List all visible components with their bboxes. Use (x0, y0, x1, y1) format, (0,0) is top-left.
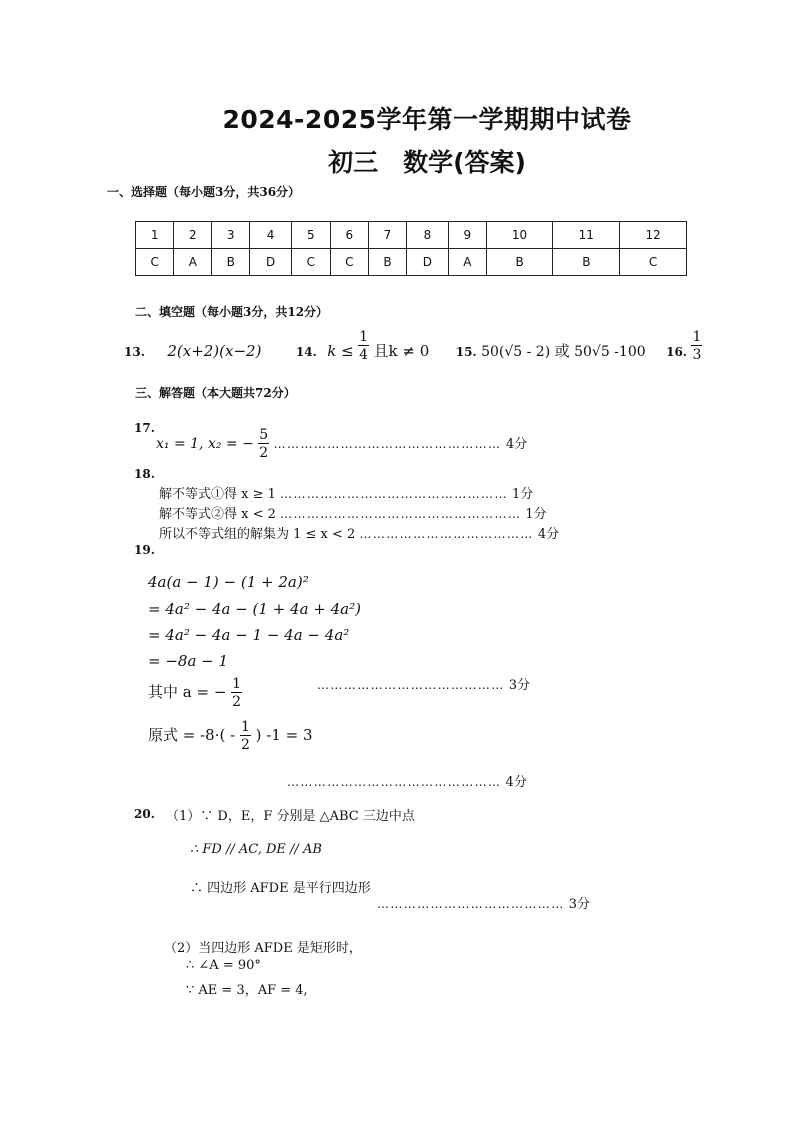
q17-roots: x₁ = 1, x₂ = − (156, 436, 254, 452)
dot-leader: ……………………………………………… (280, 507, 522, 521)
q19-line6-fraction (240, 720, 251, 752)
q19-score2-row (287, 771, 527, 790)
q18-line2-row (159, 503, 547, 522)
q19-line5-numerator: 1 (232, 676, 242, 692)
q20-score1: 3分 (568, 897, 591, 912)
table-cell: D (250, 249, 292, 276)
q19-line1: 4a(a − 1) − (1 + 2a)² (148, 573, 309, 591)
q15-answer-b: 50√5 -100 (574, 344, 646, 360)
section2-heading: 二、填空题（每小题3分，共12分） (135, 305, 329, 319)
q13-answer: 2(x+2)(x−2) (167, 342, 262, 360)
q20-part2-line2: ∴ ∠A = 90° (186, 958, 261, 973)
q19-line3: = 4a² − 4a − 1 − 4a − 4a² (148, 626, 350, 644)
table-cell: 5 (292, 222, 330, 249)
q20-number: 20. (134, 807, 155, 821)
q17-numerator: 5 (259, 427, 269, 443)
q18-line1: 解不等式①得 x ≥ 1 (159, 487, 276, 502)
answer-table (135, 221, 687, 276)
q18-line3-row (159, 523, 559, 542)
q18-line3: 所以不等式组的解集为 1 ≤ x < 2 (159, 527, 356, 542)
q20-part1-line1: （1）∵ D，E，F 分别是 △ABC 三边中点 (166, 809, 415, 824)
q18-line2: 解不等式②得 x < 2 (159, 507, 276, 522)
table-cell: B (212, 249, 250, 276)
q16-fraction (691, 330, 702, 362)
table-cell: C (330, 249, 368, 276)
q19-line5-prefix: 其中 a = − (148, 683, 227, 701)
table-cell: 12 (620, 222, 687, 249)
section1-heading: 一、选择题（每小题3分，共36分） (107, 185, 301, 199)
table-cell: 7 (369, 222, 407, 249)
table-cell: 6 (330, 222, 368, 249)
q18-score2: 1分 (525, 507, 547, 522)
q19-line5 (148, 677, 242, 709)
table-cell: 3 (212, 222, 250, 249)
q19-line5-fraction (231, 677, 242, 709)
table-cell: 2 (174, 222, 212, 249)
q17-number: 17. (134, 421, 155, 435)
q15-or: 或 (554, 342, 570, 360)
table-cell: A (174, 249, 212, 276)
table-cell: C (292, 249, 330, 276)
dot-leader: ………………………………………… (287, 775, 502, 789)
dot-leader: …………………………………………… (280, 487, 508, 501)
q14-prefix: k ≤ (327, 342, 354, 360)
fill-answers-row (124, 329, 702, 363)
q18-number: 18. (134, 467, 155, 481)
q19-line6 (148, 720, 313, 752)
q20-part2-line1: （2）当四边形 AFDE 是矩形时， (164, 941, 362, 956)
q20-part1-line2: ∴ FD // AC, DE // AB (190, 842, 322, 857)
title-line1: 2024-2025学年第一学期期中试卷 (222, 105, 632, 134)
q19-line2: = 4a² − 4a − (1 + 4a + 4a²) (148, 600, 361, 618)
q19-line6-suffix: ) -1 = 3 (255, 726, 313, 744)
table-cell: D (406, 249, 448, 276)
q19-number: 19. (134, 543, 155, 557)
title-line2: 初三 数学(答案) (328, 148, 526, 177)
q19-line5-denominator: 2 (232, 694, 242, 710)
q19-line6-prefix: 原式 = -8·( - (148, 726, 236, 744)
table-cell: 4 (250, 222, 292, 249)
table-cell: C (620, 249, 687, 276)
table-cell: 10 (486, 222, 553, 249)
q14-numerator: 1 (359, 329, 369, 345)
q20-part2-line3: ∵ AE = 3，AF = 4, (186, 983, 308, 998)
table-cell: B (486, 249, 553, 276)
question-number-row (136, 222, 687, 249)
q16-number: 16. (666, 345, 687, 359)
dot-leader: …………………………………… (377, 897, 565, 911)
dot-leader: ………………………………… (359, 527, 534, 541)
answer-row (136, 249, 687, 276)
q17-fraction (258, 428, 269, 460)
table-cell: 9 (448, 222, 486, 249)
table-cell: A (448, 249, 486, 276)
q17-denominator: 2 (259, 445, 269, 461)
table-cell: 8 (406, 222, 448, 249)
q14-denominator: 4 (359, 347, 369, 363)
section3-heading: 三、解答题（本大题共72分） (135, 386, 296, 400)
q19-line6-numerator: 1 (240, 719, 250, 735)
dot-leader: …………………………………… (317, 678, 505, 692)
table-cell: 11 (553, 222, 620, 249)
table-cell: C (136, 249, 174, 276)
q18-score1: 1分 (512, 487, 534, 502)
q19-line4: = −8a − 1 (148, 652, 229, 670)
table-cell: 1 (136, 222, 174, 249)
table-cell: B (553, 249, 620, 276)
dot-leader: …………………………………………… (273, 437, 502, 451)
q14-suffix: 且k ≠ 0 (373, 342, 430, 360)
q19-score1-row (317, 674, 530, 693)
table-cell: B (369, 249, 407, 276)
q20-score1-row (377, 893, 590, 912)
q18-line1-row (159, 483, 533, 502)
q15-number: 15. (455, 345, 477, 359)
q16-numerator: 1 (692, 329, 702, 345)
q19-score2: 4分 (505, 775, 527, 790)
q19-score1: 3分 (508, 678, 531, 693)
q17-solution (156, 428, 527, 460)
q14-number: 14. (295, 345, 317, 359)
q19-line6-denominator: 2 (240, 737, 250, 753)
q17-score: 4分 (505, 437, 528, 452)
q15-answer-a: 50(√5 - 2) (481, 344, 551, 360)
q13-number: 13. (124, 345, 145, 359)
q14-fraction (358, 330, 369, 362)
q20-part1-line3: ∴ 四边形 AFDE 是平行四边形 (190, 881, 371, 896)
q18-score3: 4分 (537, 527, 560, 542)
q16-denominator: 3 (692, 347, 702, 363)
